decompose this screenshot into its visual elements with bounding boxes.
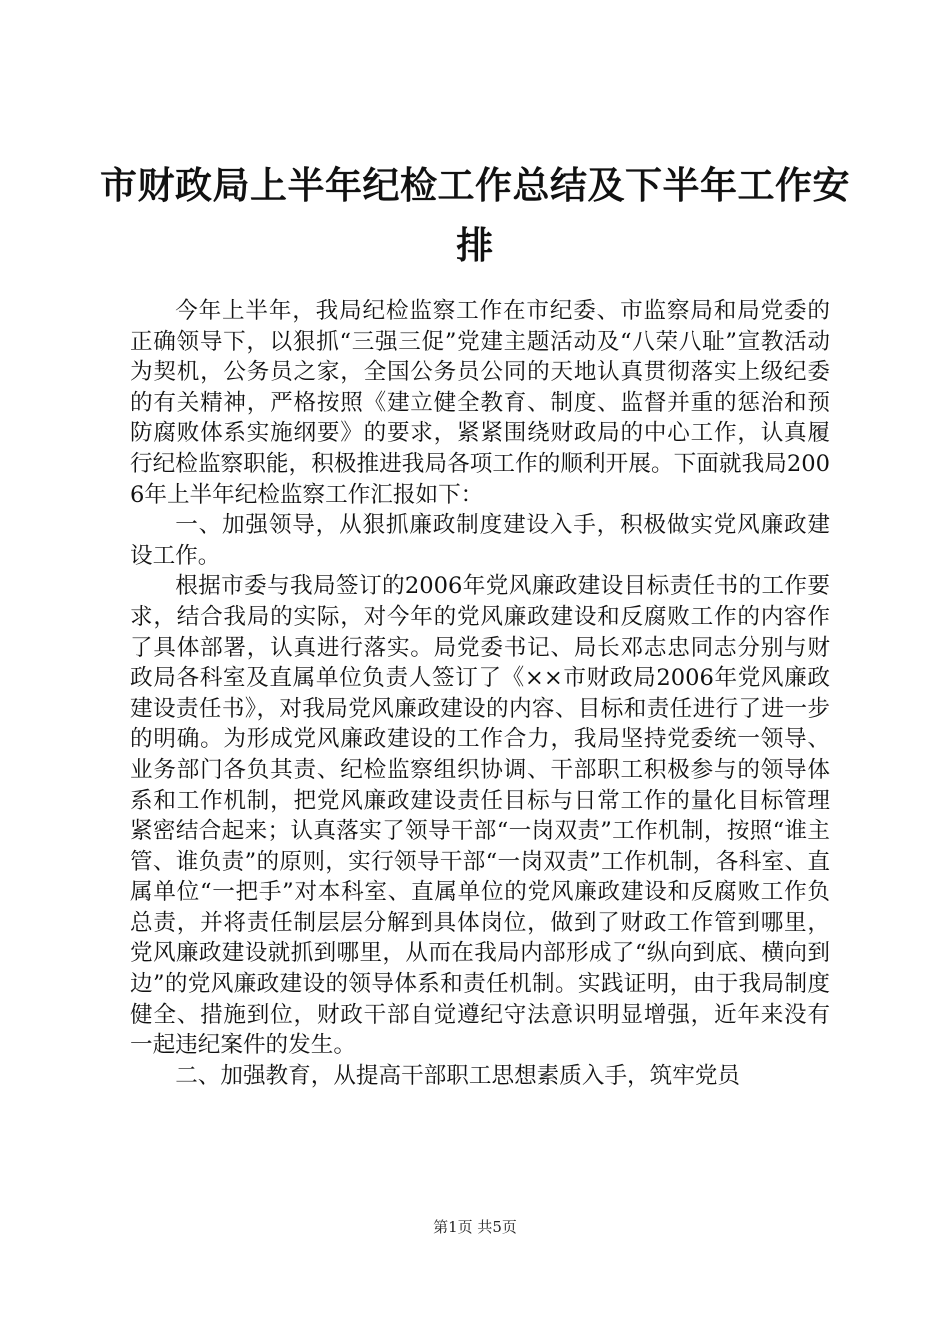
- document-title-line2: 排: [456, 223, 494, 267]
- section-heading-2: 二、加强教育，从提高干部职工思想素质入手，筑牢党员: [175, 1062, 741, 1089]
- section-heading-1: 一、加强领导，从狠抓廉政制度建设入手，积极做实党风廉政建设工作。: [130, 512, 830, 569]
- document-body: [130, 296, 830, 1091]
- page-footer: 第1页 共5页: [433, 1218, 517, 1236]
- paragraph-intro: 今年上半年，我局纪检监察工作在市纪委、市监察局和局党委的正确领导下，以狠抓“三强三促”党建主题活动及“八荣八耻”宣教活动为契机，公务员之家，全国公务员公同的天地认真贯彻落实上级纪委的有关精神，严格按照《建立健全教育、制度、监督并重的惩治和预防腐败体系实施纲要》的要求，紧紧围绕财政局的中心工作，认真履行纪检监察职能，积极推进我局各项工作的顺利开展。下面就我局2006年上半年纪检监察工作汇报如下：: [130, 298, 830, 508]
- paragraph-section-1: 根据市委与我局签订的2006年党风廉政建设目标责任书的工作要求，结合我局的实际，对今年的党风廉政建设和反腐败工作的内容作了具体部署，认真进行落实。局党委书记、局长邓志忠同志分别与财政局各科室及直属单位负责人签订了《××市财政局2006年党风廉政建设责任书》，对我局党风廉政建设的内容、目标和责任进行了进一步的明确。为形成党风廉政建设的工作合力，我局坚持党委统一领导、业务部门各负其责、纪检监察组织协调、干部职工积极参与的领导体系和工作机制，把党风廉政建设责任目标与日常工作的量化目标管理紧密结合起来；认真落实了领导干部“一岗双责”工作机制，按照“谁主管、谁负责”的原则，实行领导干部“一岗双责”工作机制，各科室、直属单位“一把手”对本科室、直属单位的党风廉政建设和反腐败工作负总责，并将责任制层层分解到具体岗位，做到了财政工作管到哪里，党风廉政建设就抓到哪里，从而在我局内部形成了“纵向到底、横向到边”的党风廉政建设的领导体系和责任机制。实践证明，由于我局制度健全、措施到位，财政干部自觉遵纪守法意识明显增强，近年来没有一起违纪案件的发生。: [130, 573, 830, 1059]
- document-title-line1: 市财政局上半年纪检工作总结及下半年工作安: [100, 163, 850, 207]
